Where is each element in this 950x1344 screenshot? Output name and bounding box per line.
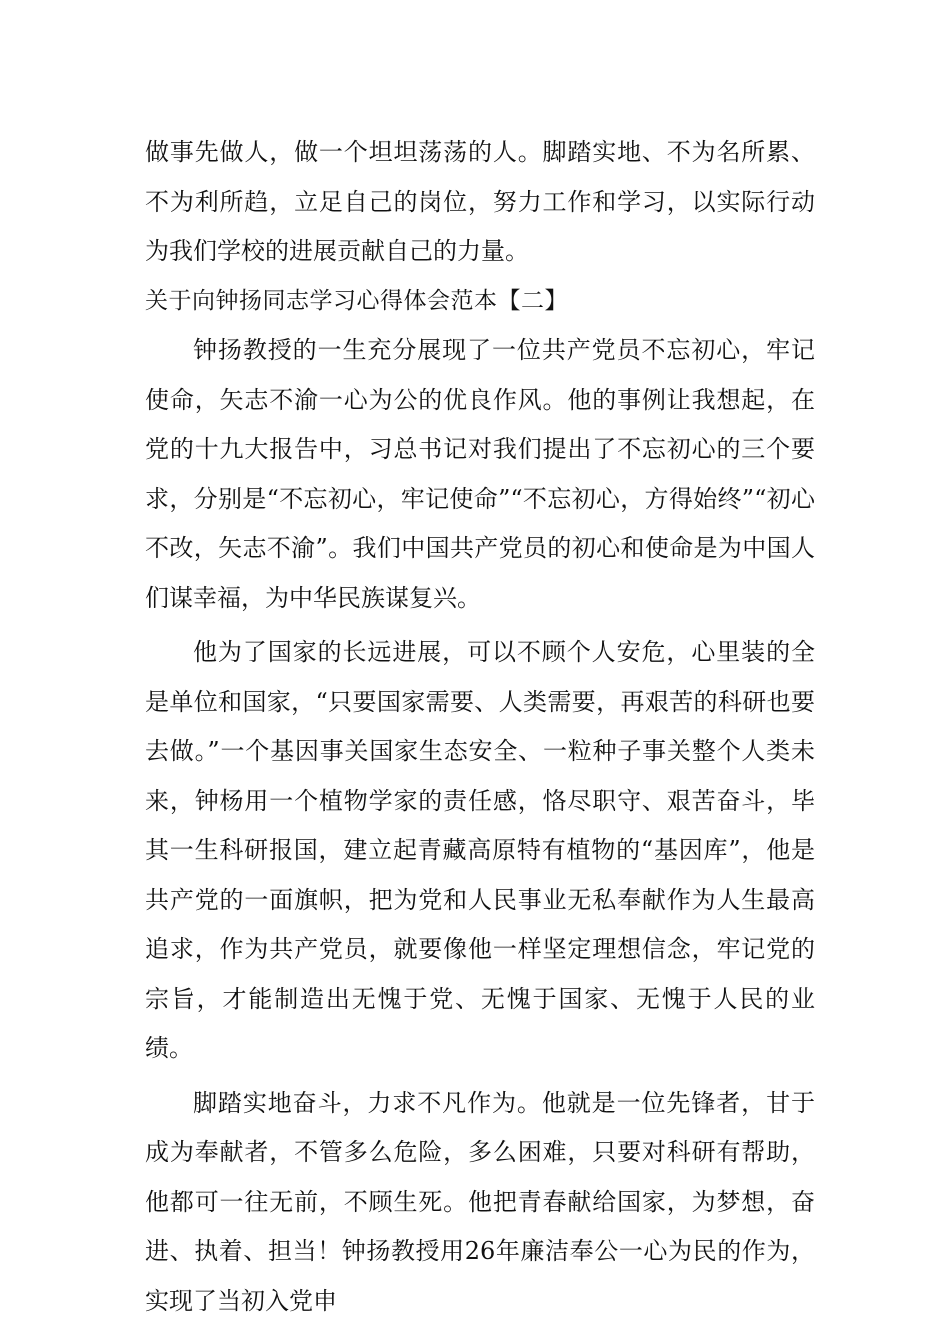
paragraph-pioneer: 脚踏实地奋斗，力求不凡作为。他就是一位先锋者，甘于成为奉献者，不管多么危险，多么困难，只要对科研有帮助，他都可一往无前，不顾生死。他把青春献给国家，为梦想，奋进、执着、担当！钟扬教授用26年廉洁奉公一心为民的作为，实现了当初入党申 [145,1088,815,1315]
paragraph-national-service: 他为了国家的长远进展，可以不顾个人安危，心里装的全是单位和国家，“只要国家需要、人类需要，再艰苦的科研也要去做。”一个基因事关国家生态安全、一粒种子事关整个人类未来，钟杨用一个植物学家的责任感，恪尽职守、艰苦奋斗，毕其一生科研报国，建立起青藏高原特有植物的“基因库”，他是共产党的一面旗帜，把为党和人民事业无私奉献作为人生最高追求，作为共产党员，就要像他一样坚定理想信念，牢记党的宗旨，才能制造出无愧于党、无愧于国家、无愧于人民的业绩。 [145,638,815,1062]
paragraph-initial-mission: 钟扬教授的一生充分展现了一位共产党员不忘初心，牢记使命，矢志不渝一心为公的优良作风。他的事例让我想起，在党的十九大报告中，习总书记对我们提出了不忘初心的三个要求，分别是“不忘初心，牢记使命”“不忘初心，方得始终”“初心不改，矢志不渝”。我们中国共产党员的初心和使命是为中国人们谋幸福，为中华民族谋复兴。 [145,336,815,612]
paragraph-continuation: 做事先做人，做一个坦坦荡荡的人。脚踏实地、不为名所累、不为利所趋，立足自己的岗位，努力工作和学习，以实际行动为我们学校的进展贡献自己的力量。 [145,138,815,265]
document-body [145,128,815,1326]
section-heading: 关于向钟扬同志学习心得体会范本【二】 [145,287,568,314]
